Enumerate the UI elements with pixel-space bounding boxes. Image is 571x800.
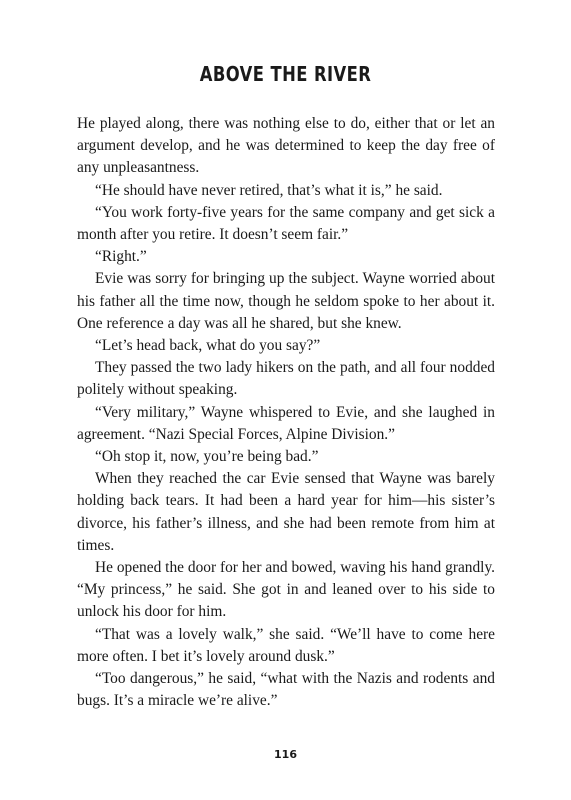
paragraph: He played along, there was nothing else to do, either that or let an argument develop, and he was determined to keep the day free of any unpleasantness. xyxy=(77,115,495,177)
paragraph: “Very military,” Wayne whispered to Evie, and she laughed in agreement. “Nazi Special Forces, Alpine Division.” xyxy=(77,403,495,443)
paragraph: When they reached the car Evie sensed that Wayne was barely holding back tears. It had been a hard year for him—his sister’s divorce, his father’s illness, and she had been remote from him at times. xyxy=(77,470,495,554)
page-title: ABOVE THE RIVER xyxy=(199,62,372,86)
paragraph: Evie was sorry for bringing up the subject. Wayne worried about his father all the time now, though he seldom spoke to her about it. One reference a day was all he shared, but she knew. xyxy=(77,270,495,332)
paragraph: “That was a lovely walk,” she said. “We’ll have to come here more often. I bet it’s lovely around dusk.” xyxy=(77,625,495,665)
paragraph: “Too dangerous,” he said, “what with the Nazis and rodents and bugs. It’s a miracle we’re alive.” xyxy=(77,670,495,710)
body-text xyxy=(77,113,495,712)
paragraph: “You work forty-five years for the same company and get sick a month after you retire. It doesn’t seem fair.” xyxy=(77,203,495,244)
paragraph: “He should have never retired, that’s what it is,” he said. xyxy=(95,181,443,199)
paragraph: He opened the door for her and bowed, waving his hand grandly. “My princess,” he said. She got in and leaned over to his side to unlock his door for him. xyxy=(77,559,495,621)
paragraph: “Right.” xyxy=(95,248,147,266)
page-number: 116 xyxy=(274,748,297,761)
paragraph: “Oh stop it, now, you’re being bad.” xyxy=(95,448,319,466)
paragraph: They passed the two lady hikers on the path, and all four nodded politely without speaking. xyxy=(77,359,495,399)
paragraph: “Let’s head back, what do you say?” xyxy=(95,337,321,355)
